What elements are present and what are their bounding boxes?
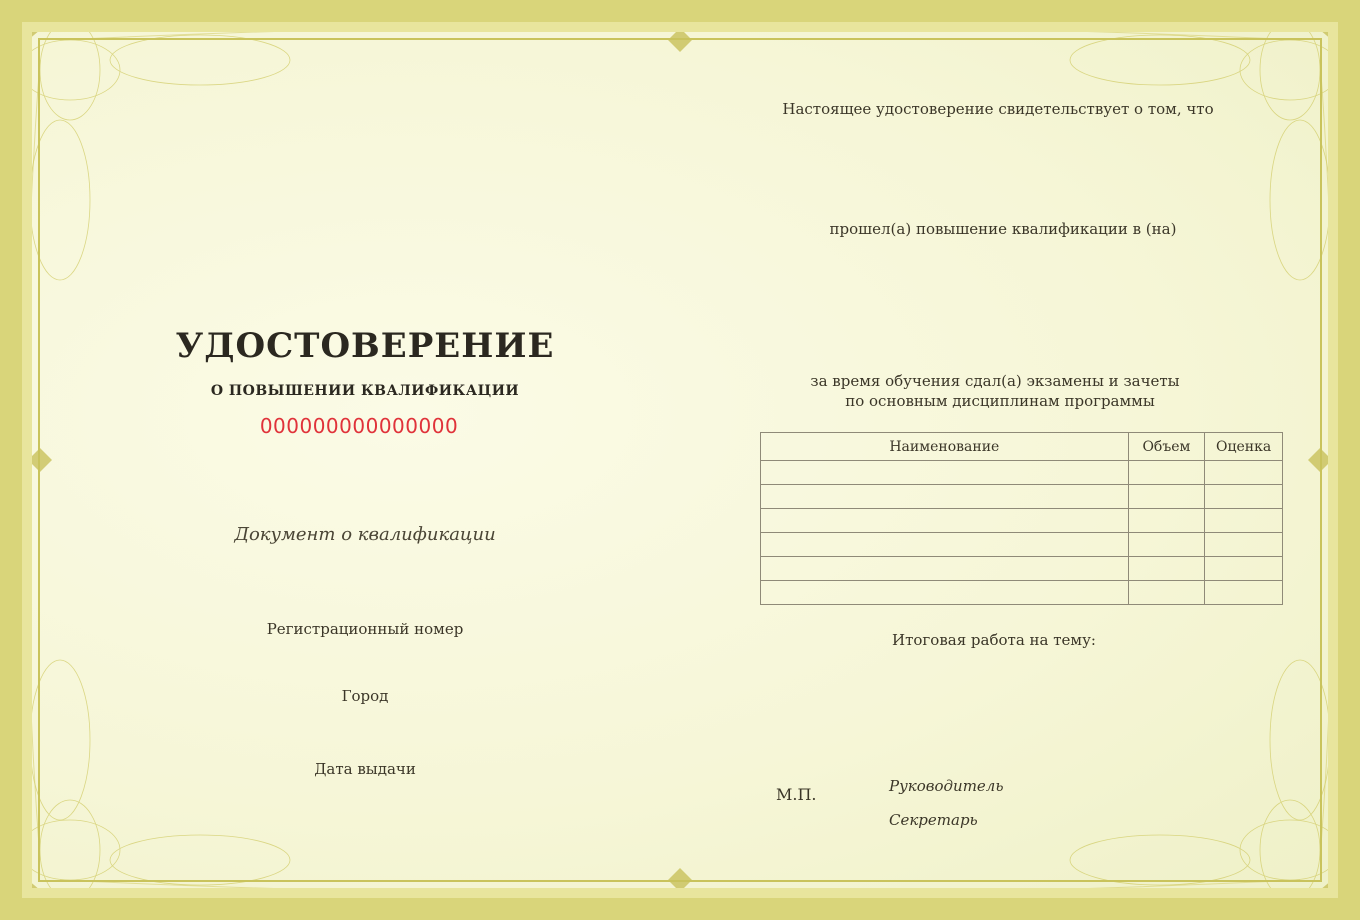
table-cell [1128, 557, 1205, 581]
table-cell [761, 485, 1129, 509]
table-cell [761, 557, 1129, 581]
table-cell [761, 509, 1129, 533]
certificate-title: УДОСТОВЕРЕНИЕ [175, 326, 555, 366]
final-work-label: Итоговая работа на тему: [892, 631, 1096, 649]
table-cell [1205, 581, 1283, 605]
exams-text-line1: за время обучения сдал(а) экзамены и зачеты [810, 372, 1180, 390]
table-cell [1205, 533, 1283, 557]
table-cell [1205, 485, 1283, 509]
certificate-subtitle: О ПОВЫШЕНИИ КВАЛИФИКАЦИИ [210, 383, 520, 399]
head-signature-label: Руководитель [889, 777, 1004, 795]
exams-text-line2: по основным дисциплинам программы [845, 392, 1155, 410]
table-cell [761, 533, 1129, 557]
document-type: Документ о квалификации [234, 524, 496, 545]
table-row [761, 557, 1283, 581]
table-row [761, 581, 1283, 605]
table-header-row [761, 433, 1283, 461]
issue-date-label: Дата выдачи [314, 760, 416, 778]
table-cell [1205, 557, 1283, 581]
table-cell [1128, 533, 1205, 557]
table-row [761, 461, 1283, 485]
table-cell [761, 461, 1129, 485]
subjects-table [760, 432, 1283, 605]
header-grade: Оценка [1205, 433, 1283, 461]
table-cell [1128, 509, 1205, 533]
table-cell [761, 581, 1129, 605]
table-row [761, 533, 1283, 557]
city-label: Город [341, 687, 389, 705]
table-cell [1128, 485, 1205, 509]
stamp-label: М.П. [776, 785, 817, 804]
table-cell [1205, 509, 1283, 533]
registration-number-label: Регистрационный номер [266, 620, 464, 638]
completed-text: прошел(а) повышение квалификации в (на) [829, 220, 1177, 238]
header-volume: Объем [1128, 433, 1205, 461]
header-name: Наименование [761, 433, 1129, 461]
table-row [761, 485, 1283, 509]
table-cell [1128, 581, 1205, 605]
table-cell [1128, 461, 1205, 485]
serial-number: 000000000000000 [259, 414, 459, 438]
table-cell [1205, 461, 1283, 485]
secretary-signature-label: Секретарь [889, 811, 978, 829]
certifies-text: Настоящее удостоверение свидетельствует о том, что [782, 100, 1214, 118]
table-row [761, 509, 1283, 533]
